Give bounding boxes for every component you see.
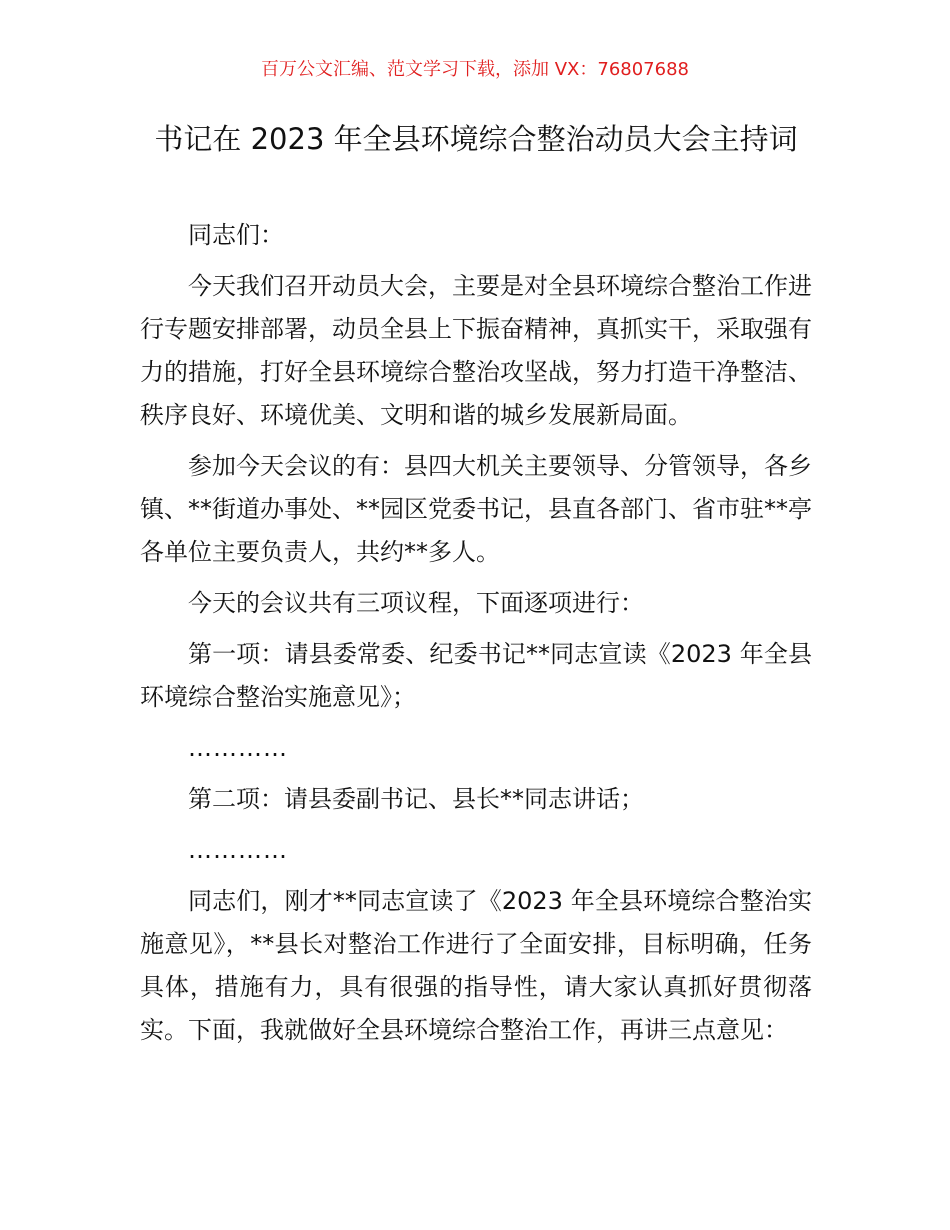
paragraph-agenda-item-2: 第二项：请县委副书记、县长**同志讲话； xyxy=(188,785,644,813)
paragraph-salutation: 同志们： xyxy=(188,221,284,249)
paragraph-agenda-item-1: 第一项：请县委常委、纪委书记**同志宣读《2023 年全县环境综合整治实施意见》； xyxy=(140,640,812,711)
paragraph-purpose: 今天我们召开动员大会，主要是对全县环境综合整治工作进行专题安排部署，动员全县上下振奋精神，真抓实干，采取强有力的措施，打好全县环境综合整治攻坚战，努力打造干净整洁、秩序良好、环境优美、文明和谐的城乡发展新局面。 xyxy=(140,272,812,429)
paragraph-summary: 同志们，刚才**同志宣读了《2023 年全县环境综合整治实施意见》，**县长对整治工作进行了全面安排，目标明确，任务具体，措施有力，具有很强的指导性，请大家认真抓好贯彻落实。下面，我就做好全县环境综合整治工作，再讲三点意见： xyxy=(140,887,812,1044)
paragraph-ellipsis-2: ………… xyxy=(188,836,288,864)
header-banner: 百万公文汇编、范文学习下载，添加 VX：76807688 xyxy=(261,59,689,80)
paragraph-agenda-intro: 今天的会议共有三项议程，下面逐项进行： xyxy=(188,589,644,617)
document-body xyxy=(140,214,812,1060)
paragraph-attendees: 参加今天会议的有：县四大机关主要领导、分管领导，各乡镇、**街道办事处、**园区党委书记，县直各部门、省市驻**亭各单位主要负责人，共约**多人。 xyxy=(140,452,812,566)
paragraph-ellipsis-1: ………… xyxy=(188,734,288,762)
document-title: 书记在 2023 年全县环境综合整治动员大会主持词 xyxy=(154,122,798,156)
